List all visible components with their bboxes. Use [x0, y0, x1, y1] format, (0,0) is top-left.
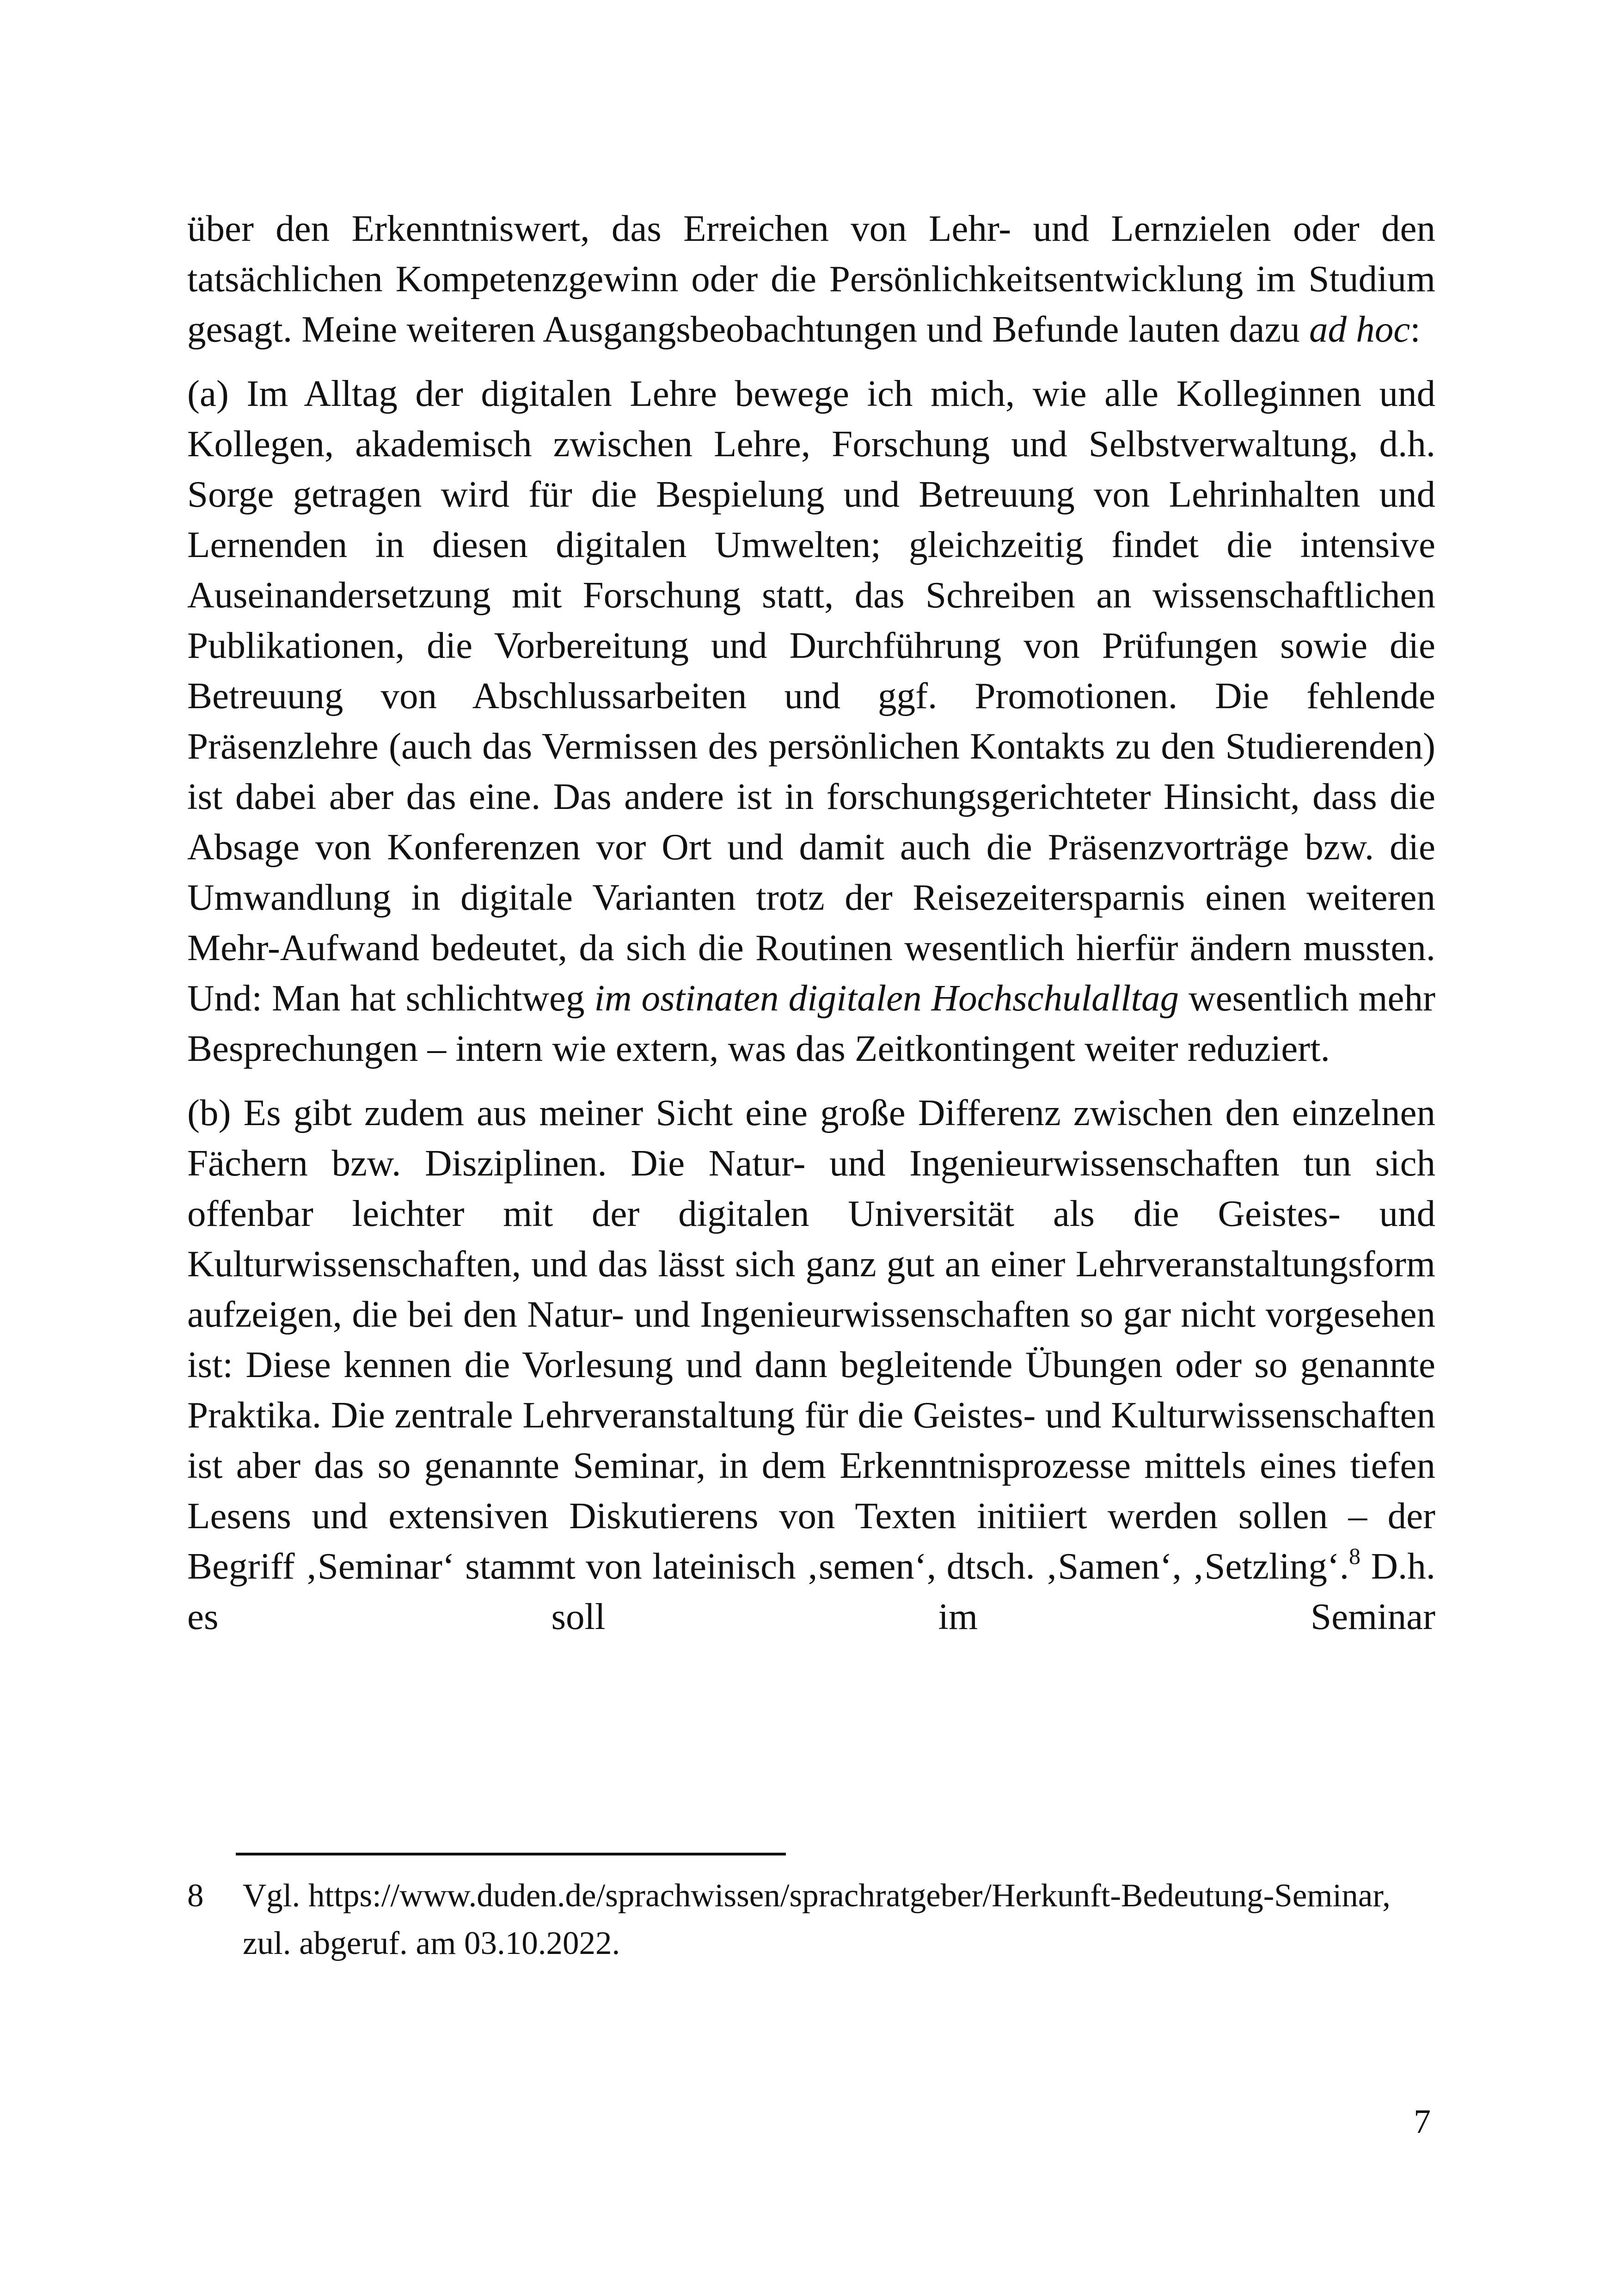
paragraph-1-colon: : — [1410, 308, 1421, 350]
footnote-text: Vgl. https://www.duden.de/sprachwissen/sprachratgeber/Herkunft-Bedeutung-Seminar, zul. abgeruf. am 03.10.2022. — [243, 1878, 1391, 1961]
body-text — [187, 203, 1435, 1656]
paragraph-b — [187, 1088, 1435, 1642]
paragraph-b-text: (b) Es gibt zudem aus meiner Sicht eine große Differenz zwischen den einzelnen Fächern bzw. Disziplinen. Die Natur- und Ingenieurwissenschaften tun sich offenbar leichter mit der digitalen Universität als die Geistes- und Kulturwissenschaften, und das lässt sich ganz gut an einer Lehrveranstaltungsform aufzeigen, die bei den Natur- und Ingenieurwissenschaften so gar nicht vorgesehen ist: Diese kennen die Vorlesung und dann begleitende Übungen oder so genannte Praktika. Die zentrale Lehrveranstaltung für die Geistes- und Kulturwissenschaften ist aber das so genannte Seminar, in dem Erkenntnisprozesse mittels eines tiefen Lesens und extensiven Diskutierens von Texten initiiert werden sollen – der Begriff ‚Seminar‘ stammt von lateinisch ‚semen‘, dtsch. ‚Samen‘, ‚Setzling‘. — [187, 1092, 1435, 1587]
footnote-reference-8[interactable]: 8 — [1349, 1543, 1361, 1569]
footnote-separator — [236, 1853, 786, 1855]
paragraph-1-text: über den Erkenntniswert, das Erreichen von Lehr- und Lernzielen oder den tatsächlichen Kompetenzgewinn oder die Persönlichkeitsentwicklung im Studium gesagt. Meine weiteren Ausgangsbeobachtungen und Befunde lauten dazu — [187, 208, 1435, 350]
paragraph-a-text-end: wesentlich mehr Besprechungen – intern wie extern, was das Zeitkontingent weiter reduziert. — [187, 977, 1435, 1069]
footnote-8 — [187, 1872, 1435, 1967]
footnote-number: 8 — [187, 1878, 204, 1914]
paragraph-1 — [187, 203, 1435, 355]
paragraph-a-text: (a) Im Alltag der digitalen Lehre bewege ich mich, wie alle Kolleginnen und Kollegen, akademisch zwischen Lehre, Forschung und Selbstverwaltung, d.h. Sorge getragen wird für die Bespielung und Betreuung von Lehrinhalten und Lernenden in diesen digitalen Umwelten; gleichzeitig findet die intensive Auseinandersetzung mit Forschung statt, das Schreiben an wissenschaftlichen Publikationen, die Vorbereitung und Durchführung von Prüfungen sowie die Betreuung von Abschlussarbeiten und ggf. Promotionen. Die fehlende Präsenzlehre (auch das Vermissen des persönlichen Kontakts zu den Studierenden) ist dabei aber das eine. Das andere ist in forschungsgerichteter Hinsicht, dass die Absage von Konferenzen vor Ort und damit auch die Präsenzvorträge bzw. die Umwandlung in digitale Varianten trotz der Reisezeitersparnis einen weiteren Mehr-Aufwand bedeutet, da sich die Routinen wesentlich hierfür ändern mussten. Und: Man hat schlichtweg — [187, 373, 1435, 1019]
paragraph-a-italic-phrase: im ostinaten digitalen Hochschulalltag — [594, 977, 1179, 1019]
paragraph-1-italic-ad-hoc: ad hoc — [1309, 308, 1410, 350]
paragraph-b-text-end: D.h. es soll im Seminar — [187, 1545, 1435, 1637]
paragraph-a — [187, 368, 1435, 1074]
page-number: 7 — [1414, 2103, 1431, 2141]
